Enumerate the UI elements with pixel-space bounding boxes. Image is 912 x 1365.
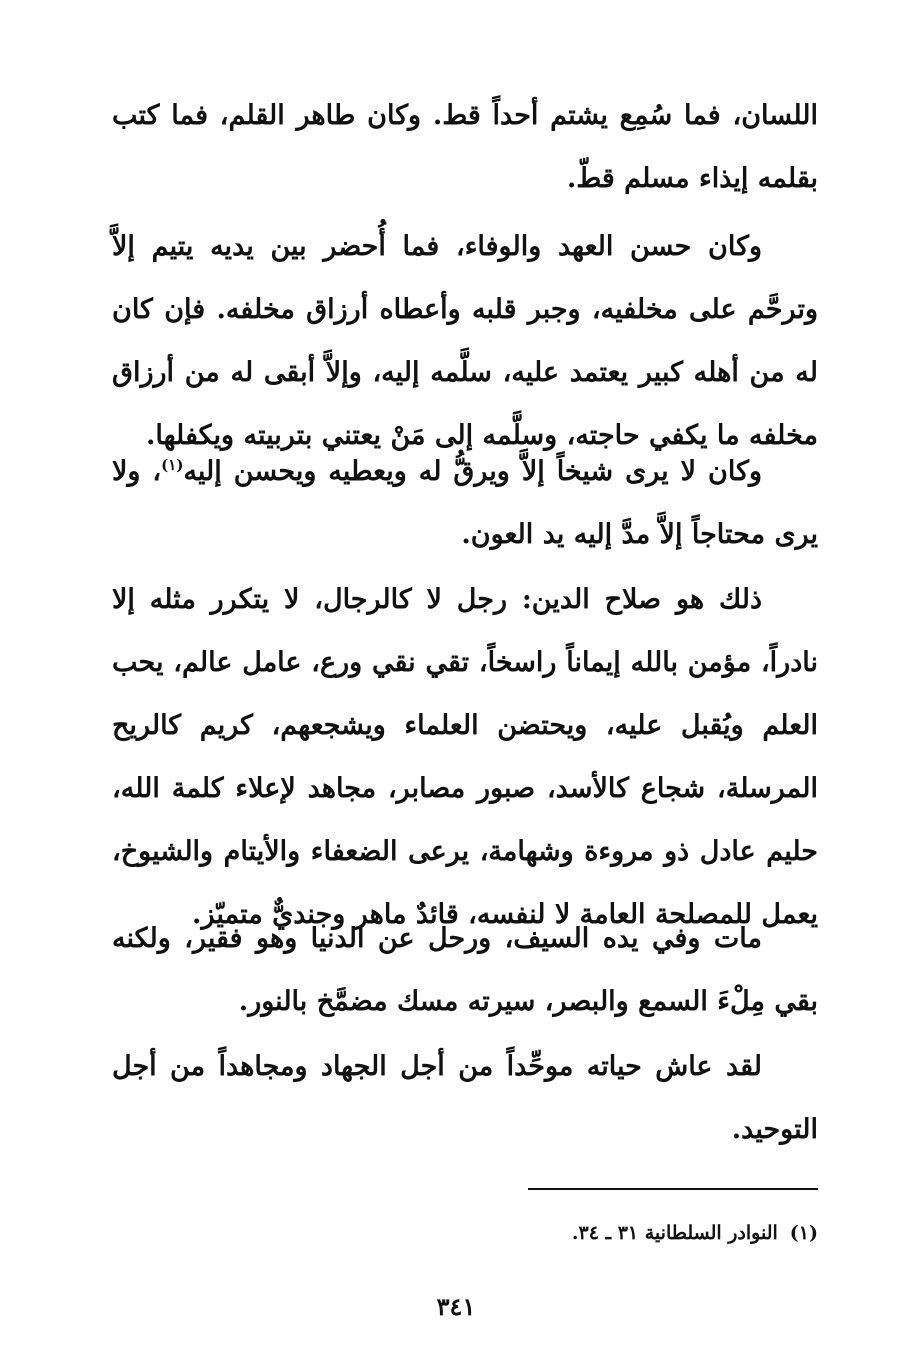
page-number: ٣٤١ xyxy=(436,1292,476,1321)
paragraph-text: اللسان، فما سُمِع يشتم أحداً قط. وكان طاهر القلم، فما كتب بقلمه إيذاء مسلم قطّ. xyxy=(112,100,818,194)
paragraph-text: لقد عاش حياته موحِّداً من أجل الجهاد ومجاهداً من أجل التوحيد. xyxy=(112,1051,818,1145)
footnote xyxy=(400,1218,818,1248)
paragraph-text: وكان حسن العهد والوفاء، فما أُحضر بين يديه يتيم إلاَّ وترحَّم على مخلفيه، وجبر قلبه وأعطاه أرزاق مخلفه. فإن كان له من أهله كبير يعتمد عليه، سلَّمه إليه، وإلاَّ أبقى له من أرزاق مخلفه ما يكفي حاجته، وسلَّمه إلى مَنْ يعتني بتربيته ويكفلها. xyxy=(112,231,818,451)
footnote-text: النوادر السلطانية ٣١ ـ ٣٤. xyxy=(571,1222,778,1244)
footnote-divider xyxy=(528,1188,818,1190)
paragraph-continuation xyxy=(112,84,818,210)
paragraph-elders xyxy=(112,440,818,566)
paragraph-text-end: ولا يرى محتاجاً إلاَّ مدَّ إليه يد العون. xyxy=(112,456,818,550)
paragraph-text: ذلك هو صلاح الدين: رجل لا كالرجال، لا يتكرر مثله إلا نادراً، مؤمن بالله إيماناً راسخاً، تقي نقي ورع، عامل عالم، يحب العلم ويُقبل عليه، ويحتضن العلماء ويشجعهم، كريم كالريح المرسلة، شجاع كالأسد، صبور مصابر، مجاهد لإعلاء كلمة الله، حليم عادل ذو مروءة وشهامة، يرعى الضعفاء والأيتام والشيوخ، يعمل للمصلحة العامة لا لنفسه، قائدٌ ماهر وجنديٌّ متميّز. xyxy=(112,584,818,930)
paragraph-text-start: وكان لا يرى شيخاً إلاَّ ويرقُّ له ويعطيه ويحسن إليه xyxy=(183,456,762,487)
footnote-reference: (١) xyxy=(161,456,184,474)
paragraph-conclusion xyxy=(112,1035,818,1161)
paragraph-character xyxy=(112,568,818,946)
paragraph-death xyxy=(112,907,818,1033)
paragraph-text xyxy=(112,440,818,566)
paragraph-text-punct: ، xyxy=(140,456,162,487)
paragraph-orphans xyxy=(112,215,818,467)
footnote-number: (١) xyxy=(789,1222,818,1244)
paragraph-text: مات وفي يده السيف، ورحل عن الدنيا وهو فقير، ولكنه بقي مِلْءَ السمع والبصر، سيرته مسك مضمَّخ بالنور. xyxy=(112,923,818,1017)
